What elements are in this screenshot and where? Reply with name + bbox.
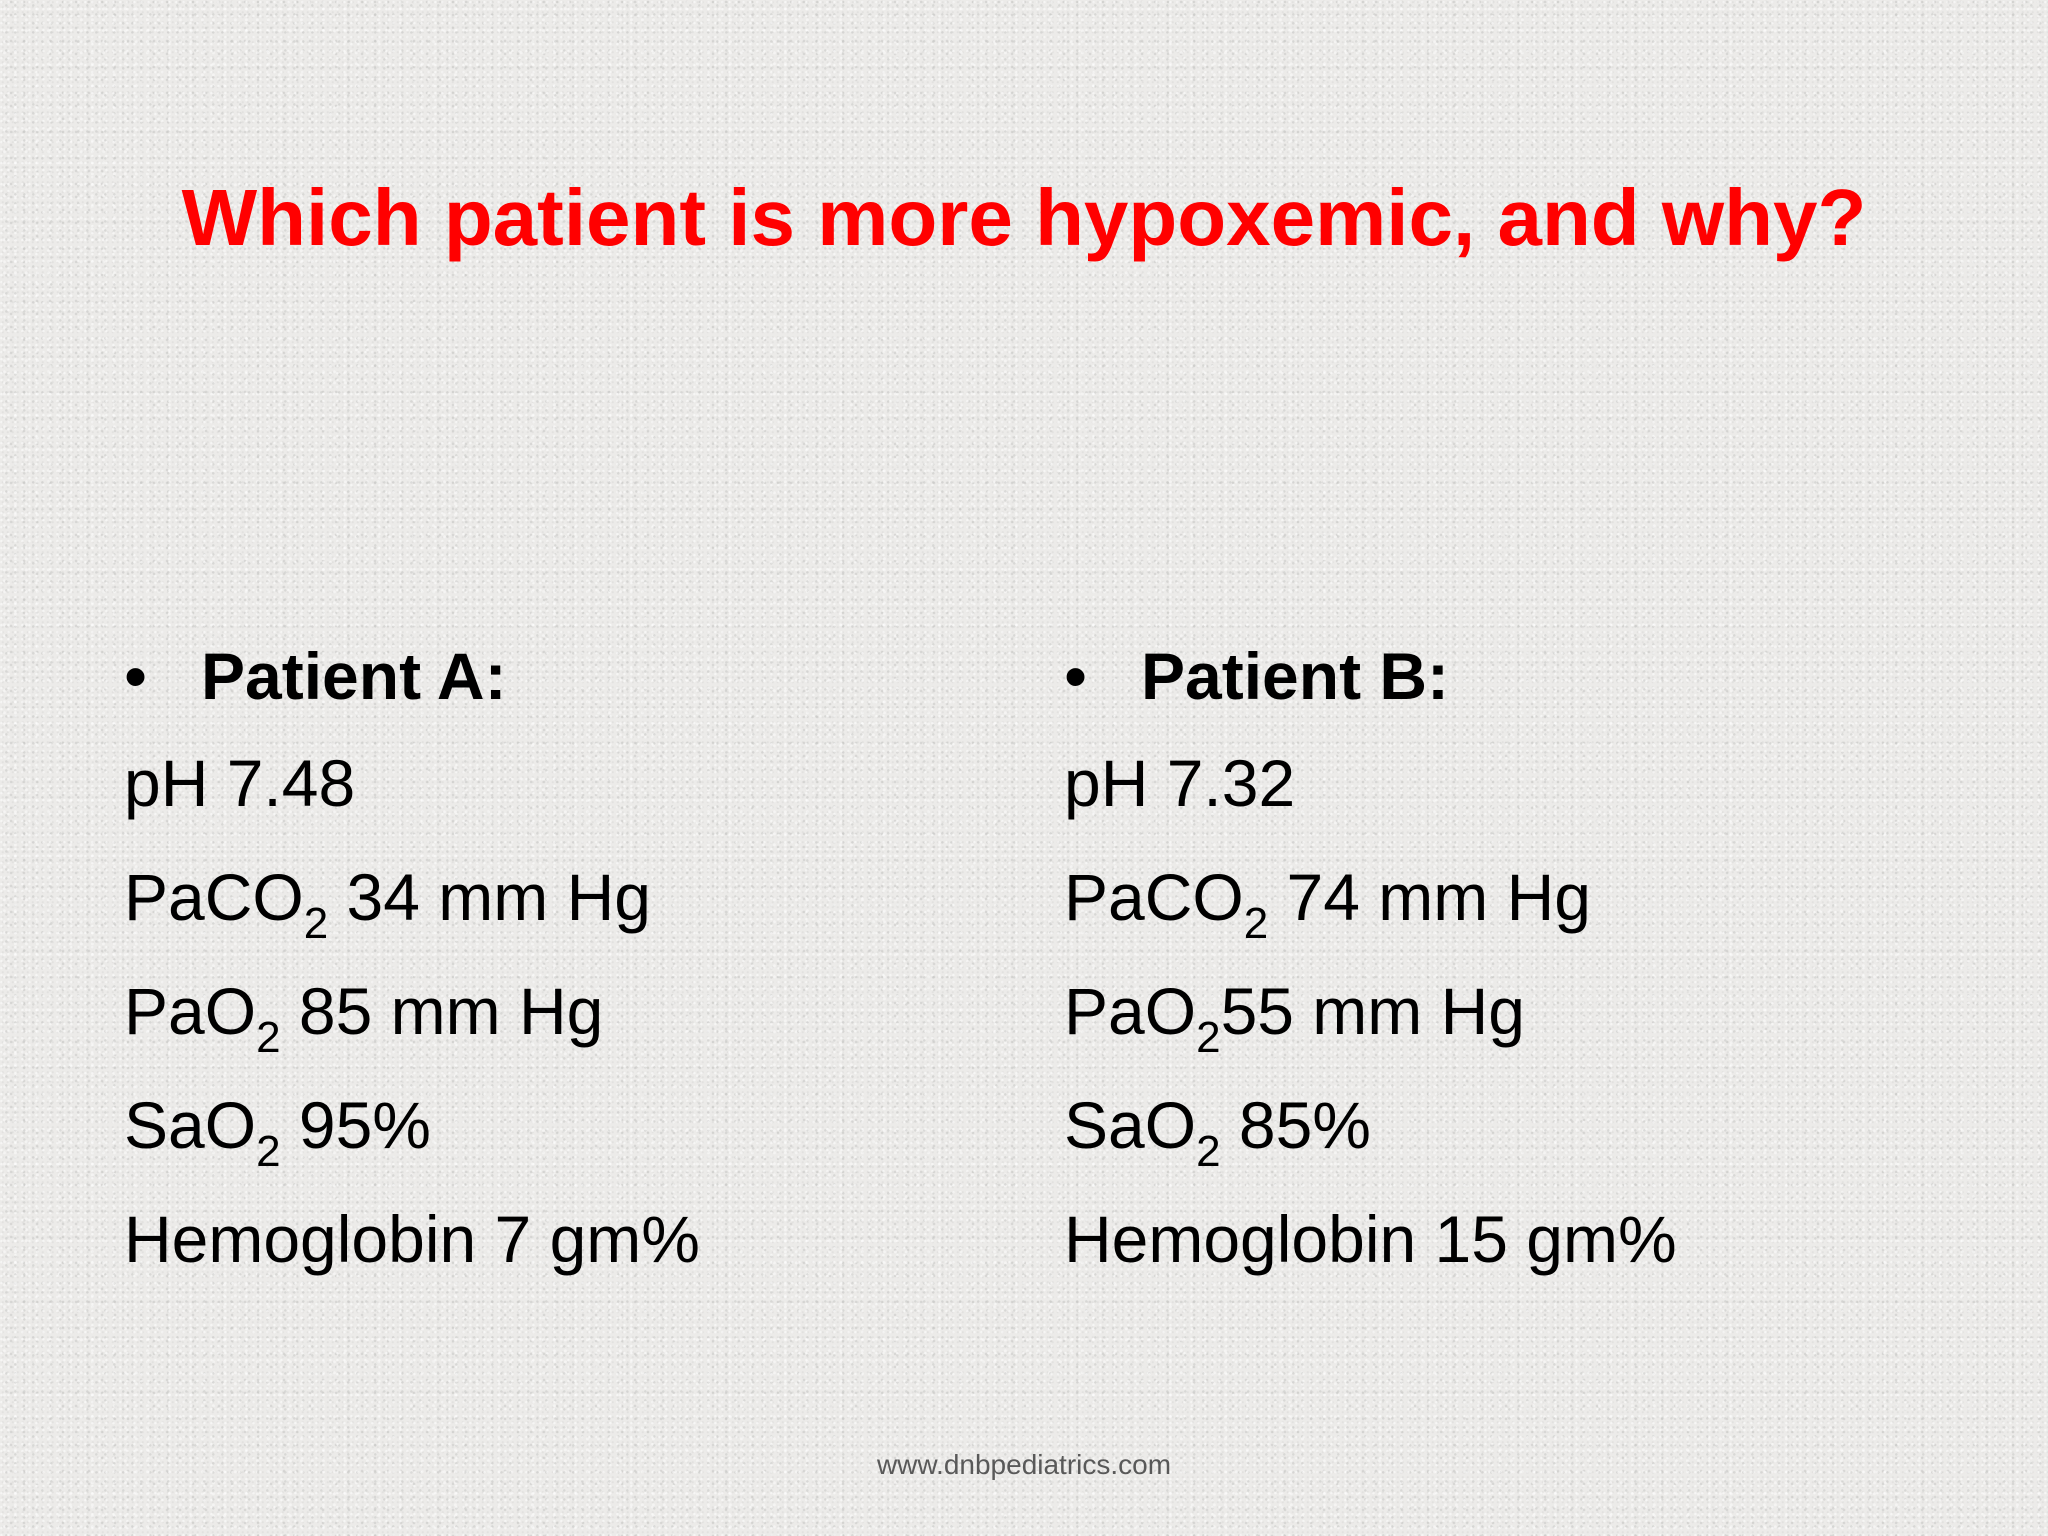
footer-url: www.dnbpediatrics.com [876, 1449, 1172, 1480]
paco2-value: 34 mm Hg [328, 860, 651, 934]
pao2-value: 55 mm Hg [1220, 974, 1525, 1048]
patient-a-heading-row [124, 626, 1024, 726]
sao2-value: 95% [280, 1088, 431, 1162]
patient-b-ph: pH 7.32 [1064, 746, 1296, 820]
sao2-value: 85% [1220, 1088, 1371, 1162]
pao2-value: 85 mm Hg [280, 974, 604, 1048]
patient-b-hemoglobin: Hemoglobin 15 gm% [1064, 1202, 1677, 1276]
pao2-subscript: 2 [256, 1013, 281, 1062]
pao2-label: PaO [1064, 974, 1197, 1048]
bullet-icon: • [124, 639, 148, 713]
patient-b-heading: Patient B: [1141, 639, 1450, 713]
pao2-label: PaO [124, 974, 257, 1048]
patient-b-sao2 [1064, 1068, 1964, 1182]
patient-b-pao2 [1064, 954, 1964, 1068]
patient-a-pao2 [124, 954, 1024, 1068]
patient-b-paco2 [1064, 840, 1964, 954]
patient-a-ph: pH 7.48 [124, 746, 356, 820]
paco2-label: PaCO [124, 860, 304, 934]
paco2-subscript: 2 [303, 899, 329, 948]
slide-title: Which patient is more hypoxemic, and why? [181, 173, 1867, 262]
patient-a-column [124, 626, 1024, 1296]
patient-a-paco2 [124, 840, 1024, 954]
patient-a-hemoglobin: Hemoglobin 7 gm% [124, 1202, 700, 1276]
bullet-icon: • [1064, 639, 1088, 713]
patient-b-heading-row [1064, 626, 1964, 726]
sao2-subscript: 2 [256, 1127, 281, 1176]
pao2-subscript: 2 [1196, 1013, 1221, 1062]
sao2-label: SaO [124, 1088, 257, 1162]
sao2-subscript: 2 [1196, 1127, 1221, 1176]
paco2-label: PaCO [1064, 860, 1244, 934]
paco2-subscript: 2 [1243, 899, 1269, 948]
patient-a-heading: Patient A: [201, 639, 507, 713]
sao2-label: SaO [1064, 1088, 1197, 1162]
patient-b-column [1064, 626, 1964, 1296]
paco2-value: 74 mm Hg [1268, 860, 1591, 934]
patient-a-sao2 [124, 1068, 1024, 1182]
